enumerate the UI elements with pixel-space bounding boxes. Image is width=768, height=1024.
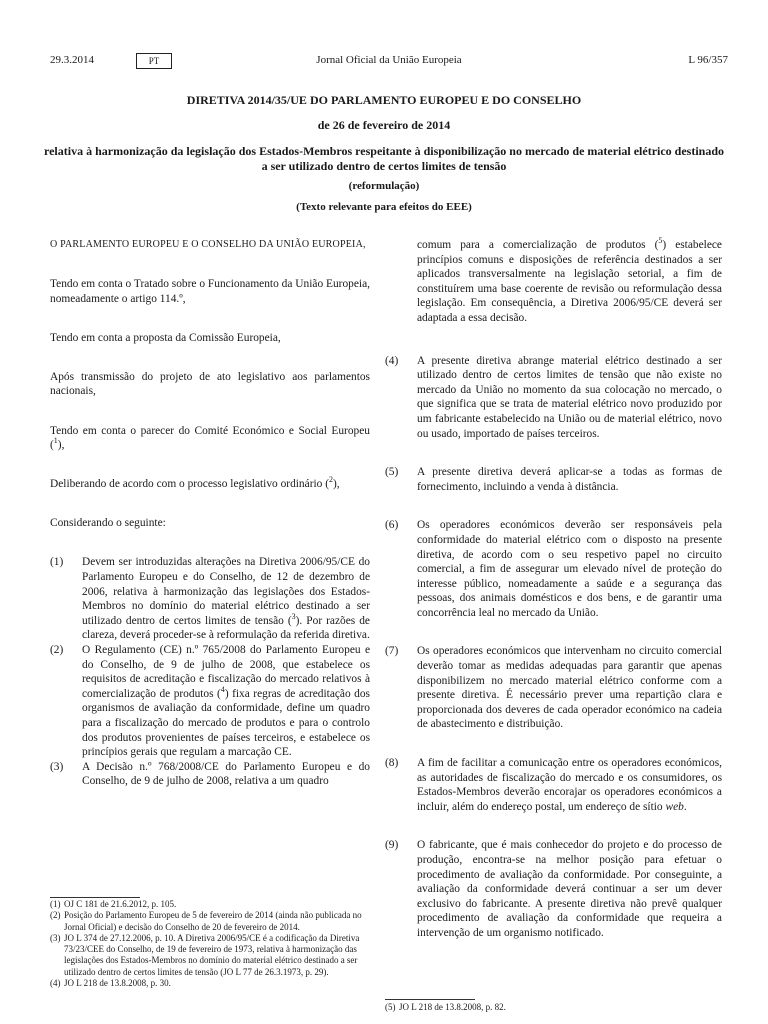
recast-note: (reformulação): [348, 180, 420, 192]
directive-date: de 26 de fevereiro de 2014: [317, 118, 451, 132]
recital-number: (3): [50, 760, 64, 773]
recital-number: (7): [385, 645, 399, 658]
page-header: [50, 54, 728, 70]
recital-number: (6): [385, 519, 399, 532]
directive-subject: relativa à harmonização da legislação dos Estados-Membros respeitante à disponibilização no mercado de material elétrico destinado a ser utilizado dentro de certos limites de tensão: [43, 144, 725, 173]
citation-procedure: Deliberando de acordo com o processo legislativo ordinário ($^2$),: [50, 475, 340, 491]
page-reference: L 96/357: [688, 54, 728, 66]
recital-number: (1): [50, 556, 64, 569]
footnote-4: (4) JO L 218 de 13.8.2008, p. 30.: [50, 978, 171, 989]
right-column: [385, 238, 722, 941]
recital-7: (7) Os operadores económicos que intervenham no circuito comercial deverão tomar as medidas adequadas para garantir que apenas disponibilizem no mercado material elétrico conforme com a presente diretiva. É necessário prever uma repartição clara e proporcionada dos deveres de cada operador económico na cadeia de abastecimento e distribuição.: [385, 645, 722, 731]
recital-3: (3) A Decisão n.º 768/2008/CE do Parlamento Europeu e do Conselho, de 9 de julho de 2008, relativa a um quadro: [50, 760, 370, 788]
left-footnotes: [50, 899, 370, 989]
recital-number: (4): [385, 354, 399, 367]
recital-9: (9) O fabricante, que é mais conhecedor do projeto e do processo de produção, encontra-se na melhor posição para efetuar o procedimento de avaliação da conformidade. Por conseguinte, a avaliação da conformidade deverá continuar a ser um dever exclusivo do fabricante. A presente diretiva não prevê qualquer procedimento de avaliação da conformidade que requeira a intervenção de um organismo notificado.: [385, 839, 722, 939]
citation-opinion: Tendo em conta o parecer do Comité Económico e Social Europeu ($^1$),: [50, 424, 370, 452]
recital-number: (9): [385, 839, 399, 852]
footnote-ref[interactable]: 2: [328, 475, 333, 485]
publication-date: 29.3.2014: [50, 54, 94, 66]
recital-6: (6) Os operadores económicos deverão ser responsáveis pela conformidade do material elétrico com o disposto na presente diretiva, de acordo com o seu respetivo papel no circuito comercial, a fim de assegurar um elevado nível de proteção do interesse público, nomeadamente a saúde e a segurança das pessoas, dos animais domésticos e dos bens, e de garantir uma concorrência leal no mercado da União.: [385, 519, 722, 619]
citation-proposal: Tendo em conta a proposta da Comissão Europeia,: [50, 331, 281, 344]
footnote-divider: [50, 897, 140, 898]
citation-transmission: Após transmissão do projeto de ato legislativo aos parlamentos nacionais,: [50, 370, 370, 398]
footnote-3: (3) JO L 374 de 27.12.2006, p. 10. A Diretiva 2006/95/CE é a codificação da Diretiva 73/23/CEE do Conselho, de 19 de fevereiro de 1973, relativa à harmonização das legislações dos Estados-Membros no domínio do material elétrico destinado a ser utilizado dentro de certos limites de tensão (JO L 77 de 26.3.1973, p. 29).: [50, 932, 360, 977]
eea-relevance-note: (Texto relevante para efeitos do EEE): [296, 201, 472, 213]
recital-number: (2): [50, 644, 64, 656]
right-footnotes: [385, 1002, 722, 1013]
recital-5: (5) A presente diretiva deverá aplicar-se a todas as formas de fornecimento, incluindo a venda à distância.: [385, 466, 722, 493]
recital-number: (8): [385, 757, 399, 770]
preamble-intro: O PARLAMENTO EUROPEU E O CONSELHO DA UNIÃO EUROPEIA,: [50, 239, 366, 250]
footnote-ref[interactable]: 5: [658, 236, 663, 246]
language-badge: PT: [136, 53, 172, 69]
recital-8: (8) A fim de facilitar a comunicação entre os operadores económicos, as autoridades de fiscalização do mercado e os consumidores, os Estados-Membros deverão encorajar os operadores económicos a incluir, além do endereço postal, um endereço de sítio web.: [385, 757, 722, 813]
left-column: [50, 238, 370, 789]
whereas-intro: Considerando o seguinte:: [50, 517, 166, 530]
footnote-divider: [385, 999, 475, 1000]
document-title-block: [40, 93, 728, 213]
footnote-5: (5) JO L 218 de 13.8.2008, p. 82.: [385, 1002, 506, 1012]
recital-4: (4) A presente diretiva abrange material elétrico destinado a ser utilizado dentro de certos limites de tensão que não existe no mercado da União no momento da sua colocação no mercado, o que significa que se trata de material elétrico novo produzido por um fabricante estabelecido na União ou de material elétrico, novo ou usado, importado de países terceiros.: [385, 354, 722, 440]
recital-number: (5): [385, 466, 399, 479]
citation-treaty: Tendo em conta o Tratado sobre o Funcionamento da União Europeia, nomeadamente o artigo 114.º,: [50, 278, 370, 305]
recital-2: (2) O Regulamento (CE) n.º 765/2008 do Parlamento Europeu e do Conselho, de 9 de julho de 2008, que estabelece os requisitos de acreditação e fiscalização do mercado relativos à comercialização de produtos ($^4$) fixa regras de acreditação dos organismos de avaliação da conformidade, define um quadro para a fiscalização do mercado de produtos e para o controlo dos produtos provenientes de países terceiros, e estabelece os princípios gerais que regulam a marcação CE.: [50, 644, 370, 759]
recital-3-continued: comum para a comercialização de produtos ($^5$) estabelece princípios comuns e disposições de referência destinados a ser aplicados transversalmente na legislação setorial, a fim de constituírem uma base coerente de revisão ou reformulação dessa legislação. Em consequência, a Diretiva 2006/95/CE deverá ser adaptada a essa decisão.: [417, 236, 722, 324]
footnote-1: (1) OJ C 181 de 21.6.2012, p. 105.: [50, 899, 177, 909]
directive-title: DIRETIVA 2014/35/UE DO PARLAMENTO EUROPEU E DO CONSELHO: [186, 93, 582, 107]
footnote-ref[interactable]: 3: [291, 612, 296, 622]
footnote-2: (2) Posição do Parlamento Europeu de 5 de fevereiro de 2014 (ainda não publicada no Jornal Oficial) e decisão do Conselho de 20 de fevereiro de 2014.: [50, 910, 362, 932]
recital-1: (1) Devem ser introduzidas alterações na Diretiva 2006/95/CE do Parlamento Europeu e do Conselho, de 12 de dezembro de 2006, relativa à harmonização das legislações dos Estados-Membros no domínio do material elétrico destinado a ser utilizado dentro de certos limites de tensão ($^3$). Por razões de clareza, deverá proceder-se à reformulação da referida diretiva.: [50, 556, 370, 642]
footnote-ref[interactable]: 1: [53, 436, 58, 446]
footnote-ref[interactable]: 4: [220, 684, 225, 694]
journal-title: Jornal Oficial da União Europeia: [316, 54, 462, 66]
